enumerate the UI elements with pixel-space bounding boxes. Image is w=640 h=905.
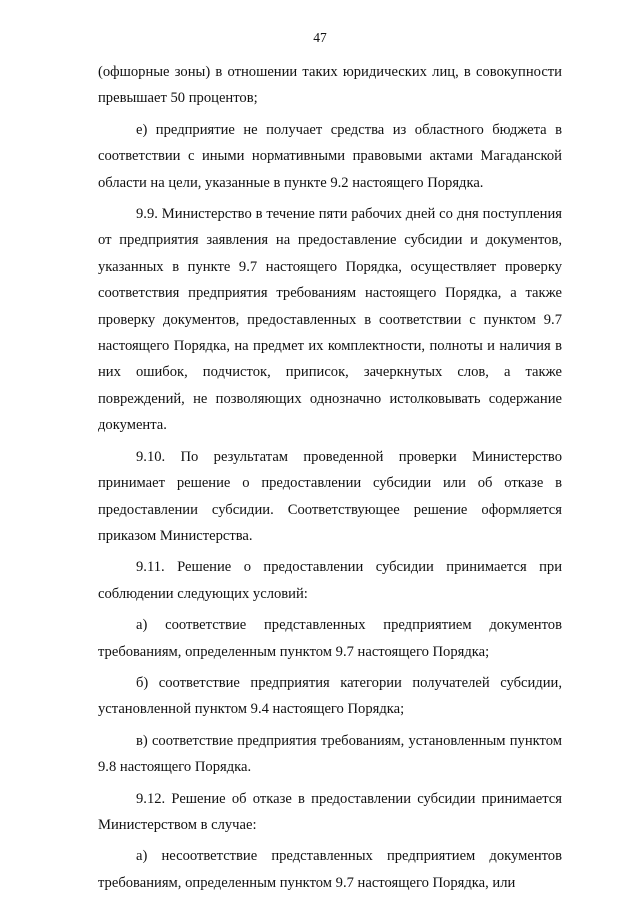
paragraph-9-10: 9.10. По результатам проведенной проверки Министерство принимает решение о предоставлении субсидии или об отказе в предоставлении субсидии. Соответствующее решение оформляется приказом Министерства.: [98, 448, 562, 544]
paragraph-9-11-item-a: а) соответствие представленных предприятием документов требованиям, определенным пунктом 9.7 настоящего Порядка;: [98, 617, 562, 660]
document-body: [98, 59, 562, 901]
paragraph-item-e: е) предприятие не получает средства из областного бюджета в соответствии с иными нормативными правовыми актами Магаданской области на цели, указанные в пункте 9.2 настоящего Порядка.: [98, 121, 562, 191]
paragraph-9-11: 9.11. Решение о предоставлении субсидии принимается при соблюдении следующих условий:: [98, 559, 562, 602]
paragraph-9-12-item-a: а) несоответствие представленных предприятием документов требованиям, определенным пунктом 9.7 настоящего Порядка, или: [98, 848, 562, 891]
paragraph-9-11-item-b: б) соответствие предприятия категории получателей субсидии, установленной пунктом 9.4 настоящего Порядка;: [98, 674, 562, 718]
paragraph-offshore-continuation: (офшорные зоны) в отношении таких юридических лиц, в совокупности превышает 50 процентов;: [98, 64, 562, 107]
paragraph-9-11-item-v: в) соответствие предприятия требованиям, установленным пунктом 9.8 настоящего Порядка.: [98, 732, 562, 776]
paragraph-9-12: 9.12. Решение об отказе в предоставлении субсидии принимается Министерством в случае:: [98, 790, 562, 833]
page-number: 47: [313, 30, 327, 45]
paragraph-9-9: 9.9. Министерство в течение пяти рабочих дней со дня поступления от предприятия заявления на предоставление субсидии и документов, указанных в пункте 9.7 настоящего Порядка, осуществляет проверку соответствия предприятия требованиям настоящего Порядка, а также проверку документов, предоставленных в соответствии с пунктом 9.7 настоящего Порядка, на предмет их комплектности, полноты и наличия в них ошибок, подчисток, приписок, зачеркнутых слов, а также повреждений, не позволяющих однозначно истолковывать содержание документа.: [98, 206, 562, 434]
